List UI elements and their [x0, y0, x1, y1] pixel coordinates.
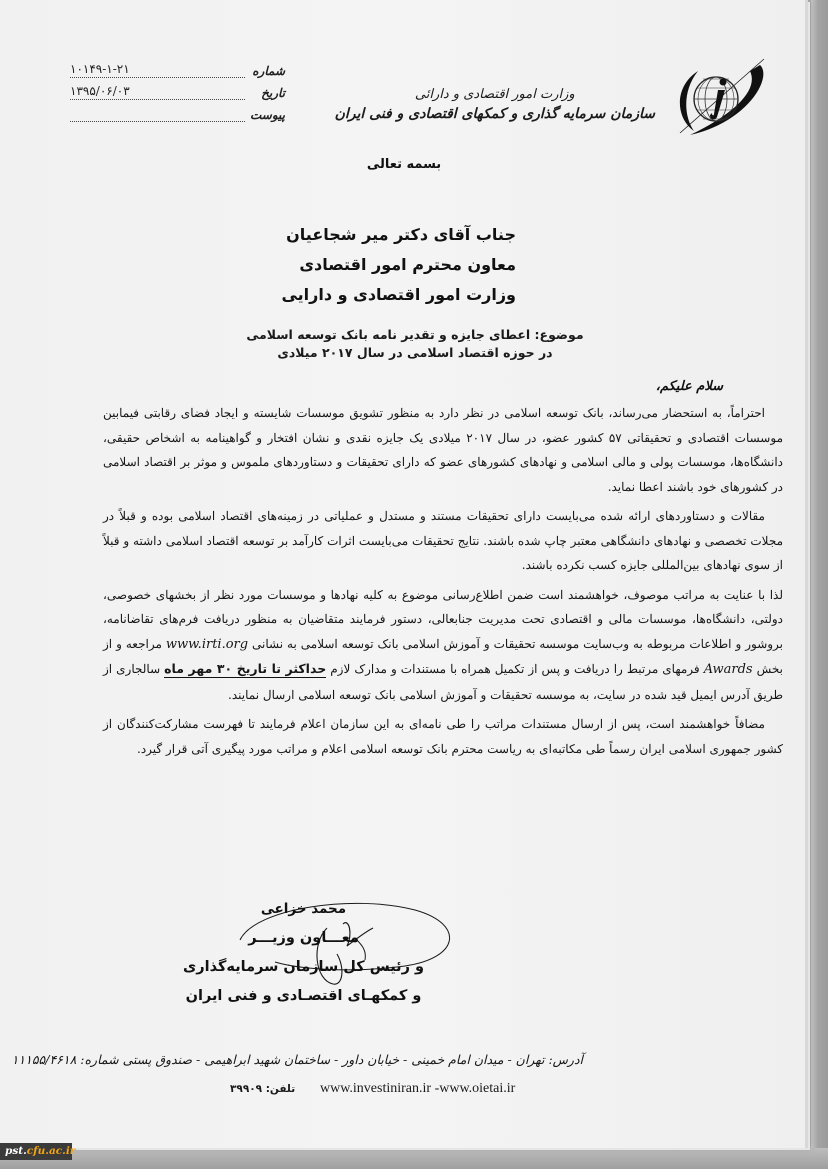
subject-line-1: موضوع: اعطای جایزه و تقدیر نامه بانک توسعه اسلامی — [246, 327, 584, 342]
phone-value: ۳۹۹۰۹ — [230, 1083, 263, 1095]
paragraph-1: احتراماً، به استحضار می‌رساند، بانک توسعه اسلامی در نظر دارد به منظور تشویق موسسات شایسته و ایجاد فضای رقابتی فیمابین موسسات اقتصادی و تحقیقاتی ۵۷ کشور عضو، در سال ۲۰۱۷ میلادی یک جایزه نقدی و نشان افتخار و گواهینامه به اشخاص حقیقی، دانشگاه‌ها، موسسات پولی و مالی اسلامی و نهادهای کشورهای عضو که دارای تحقیقات و دستاوردهای ملموس و موثر بر اقتصاد اسلامی در کشورهای خود باشند اعطا نماید. — [103, 406, 783, 494]
greeting: سلام علیکم، — [655, 379, 723, 394]
addressee-name: جناب آقای دکتر میر شجاعیان — [286, 225, 516, 244]
paragraph-3 — [103, 583, 783, 708]
signer-title-3: و کمکهـای اقتصـادی و فنی ایران — [185, 988, 422, 1004]
signature-block — [183, 895, 424, 1011]
paragraph-3-text-a: لذا با عنایت به مراتب موصوف، خواهشمند است ضمن اطلاع‌رسانی موضوع به کلیه نهادها و موسسات مورد نظر از بخشهای خصوصی، دولتی، دانشگاه‌ها، موسسات مالی و اقتصادی تحت مدیریت جنابعالی، دستور فرمایند متقاضیان به منظور دریافت فرم‌های تقاضانامه، بروشور و اطلاعات مربوطه به وب‌سایت موسسه تحقیقات و آموزش اسلامی بانک توسعه اسلامی به نشانی — [103, 587, 784, 651]
letter-body — [103, 401, 783, 761]
deadline-text: حداکثر تا تاریخ ۳۰ مهر ماه — [164, 661, 327, 676]
addressee-block — [281, 220, 516, 310]
paragraph-3-text-b: مراجعه و از بخش — [103, 636, 783, 676]
paragraph-3-text-c: فرمهای مرتبط را دریافت و پس از تکمیل همراه با مستندات و مدارک لازم — [326, 662, 704, 676]
subject-line-2: در حوزه اقتصاد اسلامی در سال ۲۰۱۷ میلادی — [277, 345, 553, 360]
signer-title-2: و رئیس کل سازمان سرمایه‌گذاری — [183, 959, 424, 975]
signer-title-1: معـــاون وزیـــر — [248, 930, 359, 946]
letter-number-row — [70, 56, 285, 78]
addressee-ministry: وزارت امور اقتصادی و دارایی — [281, 285, 516, 304]
paragraph-2: مقالات و دستاوردهای ارائه شده می‌بایست دارای تحقیقات مستند و مستدل و عملیاتی در زمینه‌های اقتصاد اسلامی بوده و قبلاً در مجلات تخصصی و نهادهای دانشگاهی معتبر چاپ شده باشند. نتایج تحقیقات می‌بایست اثرات کارآمد بر توسعه اقتصاد اسلامی داشته و قبلاً از سوی نهادهای بین‌المللی جایزه کسب نکرده باشند. — [103, 509, 783, 572]
attachment-value — [70, 106, 245, 122]
deadline-highlight — [164, 661, 326, 678]
letter-attachment-row — [70, 100, 285, 122]
scanner-edge-right — [811, 0, 828, 1169]
date-label: تاریخ — [261, 86, 285, 100]
organization-title: سازمان سرمایه گذاری و کمکهای اقتصادی و فنی ایران — [334, 106, 655, 122]
footer-phone — [230, 1083, 295, 1095]
attachment-label: پیوست — [250, 108, 285, 122]
bismillah-heading: بسمه تعالی — [366, 157, 442, 172]
watermark-domain: cfu.ac.ir — [26, 1145, 76, 1157]
number-label: شماره — [252, 64, 285, 78]
watermark-prefix: pst. — [5, 1145, 27, 1157]
globe-i-logo-icon — [668, 57, 768, 137]
addressee-title: معاون محترم امور اقتصادی — [299, 255, 516, 274]
awards-section-label: Awards — [703, 662, 753, 677]
footer-address: آدرس: تهران - میدان امام خمینی - خیابان داور - ساختمان شهید ابراهیمی - صندوق پستی شماره: ۱۱۱۵۵/۴۶۱۸ — [11, 1052, 583, 1067]
paragraph-4: مضافاً خواهشمند است، پس از ارسال مستندات مراتب را طی نامه‌ای به این سازمان اعلام فرمایند تا فهرست مشارکت‌کنندگان از کشور جمهوری اسلامی ایران رسماً طی مکاتبه‌ای به ریاست محترم بانک توسعه اسلامی اعلام و مراتب مورد پیگیری آتی قرار گیرد. — [103, 717, 783, 756]
letter-meta — [70, 56, 285, 122]
organization-name — [335, 86, 655, 124]
phone-label: تلفن: — [265, 1083, 296, 1095]
scanner-edge-bottom — [0, 1148, 828, 1169]
site-watermark — [0, 1143, 76, 1160]
date-value: ۱۳۹۵/۰۶/۰۳ — [70, 84, 245, 100]
ministry-name: وزارت امور اقتصادی و دارائی — [414, 87, 575, 102]
subject-block — [230, 326, 600, 362]
letter-date-row — [70, 78, 285, 100]
footer-websites[interactable]: www.investiniran.ir -www.oietai.ir — [320, 1081, 516, 1096]
number-value: ۱۰۱۴۹-۱-۲۱ — [70, 62, 245, 78]
paragraph-3-text-d: سالجاری از طریق آدرس ایمیل قید شده در سایت، به موسسه تحقیقات و آموزش اسلامی بانک توسعه اسلامی ارسال نمایند. — [103, 662, 783, 702]
signer-name: محمد خزاعی — [260, 901, 347, 917]
irti-url-link[interactable]: www.irti.org — [165, 636, 249, 652]
